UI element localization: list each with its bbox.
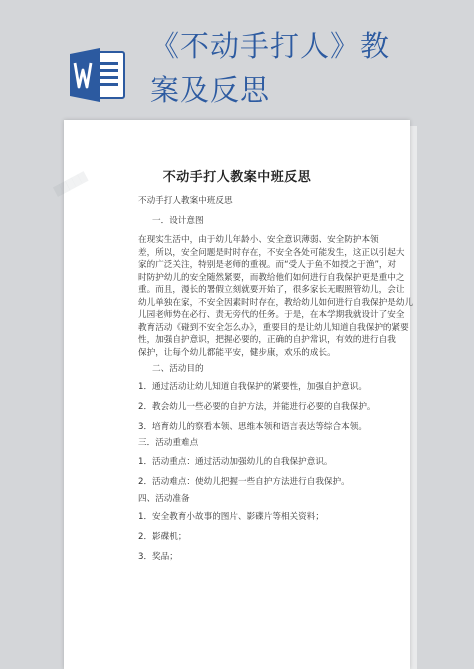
section-heading-design: 一．设计意图 — [152, 216, 204, 226]
header-banner — [0, 0, 474, 134]
section-heading-preparation: 四、活动准备 — [138, 494, 190, 504]
paragraph-line: 差，所以，安全问题是时时存在，不安全各处可能发生，这正以引起大 — [138, 247, 405, 258]
document-page — [53, 120, 414, 669]
page-subtitle: 不动手打人教案中班反思 — [138, 196, 233, 206]
page-title: 不动手打人教案中班反思 — [162, 170, 312, 185]
paragraph-line: 家的广泛关注，特别是老师的重视。而“受人于鱼不如授之于渔”，对 — [138, 260, 397, 270]
prep-item-2: 2．影碟机； — [138, 532, 187, 542]
word-document-icon — [70, 46, 126, 104]
goal-item-3: 3．培育幼儿的察看本领、思维本领和语言表达等综合本领。 — [138, 422, 367, 432]
paragraph-line: 儿园老师势在必行、责无旁代的任务。于是，在本学期我就设计了安全 — [138, 310, 405, 320]
paragraph-line: 幼儿单独在家，不安全因素时时存在，教给幼儿如何进行自我保护是幼儿 — [138, 297, 414, 308]
paragraph-line: 重。而且，漫长的署假立刻就要开始了，很多家长无暇照管幼儿，会让 — [138, 285, 405, 295]
document-title-line-1: 《不动手打人》教 — [150, 29, 391, 63]
difficult-point-item: 2．活动难点：使幼儿把握一些自护方法进行自我保护。 — [138, 477, 350, 487]
section-heading-key-points: 三．活动重难点 — [138, 438, 199, 448]
document-title — [150, 24, 470, 112]
goal-item-2: 2．教会幼儿一些必要的自护方法，并能进行必要的自我保护。 — [138, 402, 376, 412]
watermark: █████ — [53, 172, 89, 198]
paragraph-line: 在现实生活中，由于幼儿年龄小、安全意识薄弱、安全防护本领 — [138, 235, 379, 245]
paragraph-line: 教育活动《碰到不安全怎么办》，重要目的是让幼儿知道自我保护的紧要 — [138, 322, 409, 333]
paragraph-line: 保护，让每个幼儿都能平安，健步康，欢乐的成长。 — [138, 347, 336, 358]
paragraph-line: 时防护幼儿的安全随然紧要，而教给他们如何进行自我保护更是重中之 — [138, 272, 405, 283]
goal-item-1: 1．通过活动让幼儿知道自我保护的紧要性，加强自护意识。 — [138, 382, 367, 392]
design-intent-paragraph — [138, 234, 414, 359]
document-title-line-2: 案及反思 — [150, 73, 271, 107]
paragraph-line: 性，加强自护意识，把握必要的，正确的自护常识，有效的进行自我 — [138, 335, 396, 345]
section-heading-goals: 二、活动目的 — [152, 364, 204, 374]
prep-item-3: 3．奖品； — [138, 552, 178, 562]
key-point-item: 1．活动重点：通过活动加强幼儿的自我保护意识。 — [138, 457, 333, 467]
prep-item-1: 1．安全教育小故事的图片、影碟片等相关资料； — [138, 512, 324, 522]
